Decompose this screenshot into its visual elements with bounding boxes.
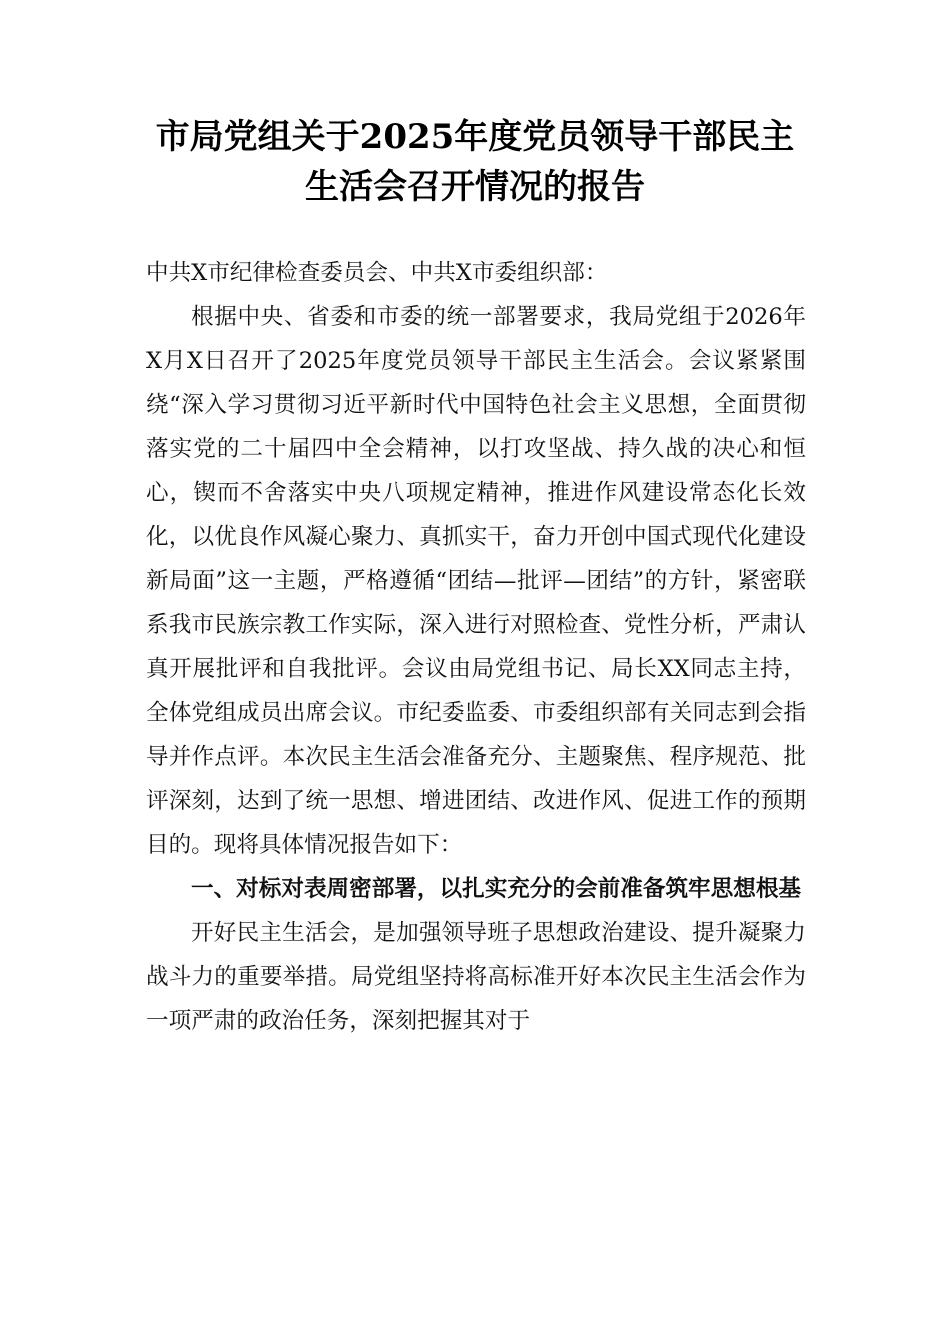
document-title: 市局党组关于2025年度党员领导干部民主生活会召开情况的报告	[155, 117, 795, 207]
document-body	[146, 251, 806, 1043]
intro-paragraph: 根据中央、省委和市委的统一部署要求，我局党组于2026年X月X日召开了2025年度党员领导干部民主生活会。会议紧紧围绕“深入学习贯彻习近平新时代中国特色社会主义思想，全面贯彻落实党的二十届四中全会精神，以打攻坚战、持久战的决心和恒心，锲而不舍落实中央八项规定精神，推进作风建设常态化长效化，以优良作风凝心聚力、真抓实干，奋力开创中国式现代化建设新局面”这一主题，严格遵循“团结—批评—团结”的方针，紧密联系我市民族宗教工作实际，深入进行对照检查、党性分析，严肃认真开展批评和自我批评。会议由局党组书记、局长XX同志主持，全体党组成员出席会议。市纪委监委、市委组织部有关同志到会指导并作点评。本次民主生活会准备充分、主题聚焦、程序规范、批评深刻，达到了统一思想、增进团结、改进作风、促进工作的预期目的。现将具体情况报告如下：	[146, 304, 806, 858]
section-paragraph: 开好民主生活会，是加强领导班子思想政治建设、提升凝聚力战斗力的重要举措。局党组坚持将高标准开好本次民主生活会作为一项严肃的政治任务，深刻把握其对于	[146, 920, 806, 1034]
salutation: 中共X市纪律检查委员会、中共X市委组织部：	[146, 260, 608, 286]
section-heading: 一、对标对表周密部署，以扎实充分的会前准备筑牢思想根基	[191, 876, 802, 902]
